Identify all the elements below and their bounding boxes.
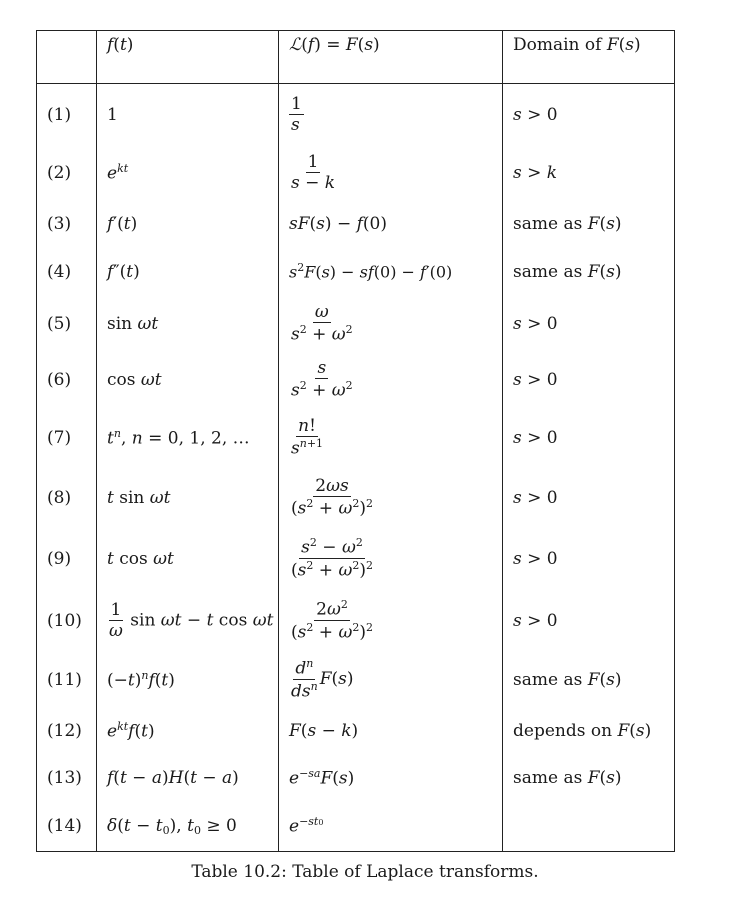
- row-number: (3): [37, 200, 97, 248]
- cell-f: t cos ωt: [97, 528, 279, 590]
- table-row: [37, 84, 675, 146]
- table-row: [37, 754, 675, 802]
- header-transform: ℒ(f) = F(s): [279, 31, 503, 84]
- cell-domain: same as F(s): [503, 754, 675, 802]
- cell-f: cos ωt: [97, 352, 279, 408]
- cell-domain: s > 0: [503, 590, 675, 652]
- row-number: (10): [37, 590, 97, 652]
- cell-f: f″(t): [97, 248, 279, 296]
- table-row: [37, 200, 675, 248]
- table-row: [37, 468, 675, 528]
- header-f: f(t): [97, 31, 279, 84]
- row-number: (12): [37, 708, 97, 754]
- cell-transform: $\frac{s}{s^2 + \omega^2}$: [279, 352, 503, 408]
- cell-domain: same as F(s): [503, 652, 675, 708]
- cell-f: $e^{kt}f(t)$: [97, 708, 279, 754]
- cell-transform: F(s − k): [279, 708, 503, 754]
- table-row: [37, 248, 675, 296]
- row-number: (8): [37, 468, 97, 528]
- cell-transform: $\frac{\omega}{s^2 + \omega^2}$: [279, 296, 503, 352]
- row-number: (9): [37, 528, 97, 590]
- header-index: [37, 31, 97, 84]
- table-caption: Table 10.2: Table of Laplace transforms.: [191, 862, 539, 882]
- row-number: (11): [37, 652, 97, 708]
- cell-f: 1: [97, 84, 279, 146]
- laplace-transform-table: [36, 30, 675, 852]
- cell-transform: $e^{-sa}F(s)$: [279, 754, 503, 802]
- cell-domain: depends on F(s): [503, 708, 675, 754]
- table-row: [37, 296, 675, 352]
- table-row: [37, 528, 675, 590]
- cell-f: sin ωt: [97, 296, 279, 352]
- table-row: [37, 802, 675, 852]
- cell-f: f′(t): [97, 200, 279, 248]
- cell-transform: $\frac{1}{s}$: [279, 84, 503, 146]
- row-number: (13): [37, 754, 97, 802]
- table-row: [37, 590, 675, 652]
- cell-domain: s > 0: [503, 296, 675, 352]
- cell-transform: $\frac{1}{s - k}$: [279, 146, 503, 200]
- cell-domain: s > 0: [503, 352, 675, 408]
- cell-f: $e^{kt}$: [97, 146, 279, 200]
- cell-transform: $\frac{2\omega s}{(s^2 + \omega^2)^2}$: [279, 468, 503, 528]
- cell-transform: $e^{-st0}$: [279, 802, 503, 852]
- table-row: [37, 708, 675, 754]
- row-number: (1): [37, 84, 97, 146]
- cell-domain: s > 0: [503, 468, 675, 528]
- cell-domain: same as F(s): [503, 200, 675, 248]
- cell-f: t sin ωt: [97, 468, 279, 528]
- cell-transform: $\frac{s^2 - \omega^2}{(s^2 + \omega^2)^2}$: [279, 528, 503, 590]
- cell-f: $(-t)^nf(t)$: [97, 652, 279, 708]
- table-row: [37, 652, 675, 708]
- row-number: (7): [37, 408, 97, 468]
- table-row: [37, 408, 675, 468]
- cell-domain: s > 0: [503, 84, 675, 146]
- cell-domain: [503, 802, 675, 852]
- cell-f: $t^n$, n = 0, 1, 2, …: [97, 408, 279, 468]
- cell-transform: $\frac{d^n}{ds^n}$ F(s): [279, 652, 503, 708]
- cell-transform: sF(s) − f(0): [279, 200, 503, 248]
- table-row: [37, 352, 675, 408]
- row-number: (5): [37, 296, 97, 352]
- cell-domain: same as F(s): [503, 248, 675, 296]
- table-row: [37, 146, 675, 200]
- row-number: (4): [37, 248, 97, 296]
- cell-domain: s > 0: [503, 528, 675, 590]
- cell-transform: $\frac{2\omega^2}{(s^2 + \omega^2)^2}$: [279, 590, 503, 652]
- cell-transform: $s^2F(s) - sf(0) - f'(0)$: [279, 248, 503, 296]
- table-header-row: [37, 31, 675, 84]
- cell-f: f(t − a)H(t − a): [97, 754, 279, 802]
- cell-f: $\frac{1}{\omega}$ sin ωt − t cos ωt: [97, 590, 279, 652]
- row-number: (6): [37, 352, 97, 408]
- header-domain: Domain of F(s): [503, 31, 675, 84]
- cell-f: $\delta(t - t_0)$, $t_0 \ge 0$: [97, 802, 279, 852]
- row-number: (14): [37, 802, 97, 852]
- cell-transform: $\frac{n!}{s^{n+1}}$: [279, 408, 503, 468]
- cell-domain: s > 0: [503, 408, 675, 468]
- row-number: (2): [37, 146, 97, 200]
- cell-domain: s > k: [503, 146, 675, 200]
